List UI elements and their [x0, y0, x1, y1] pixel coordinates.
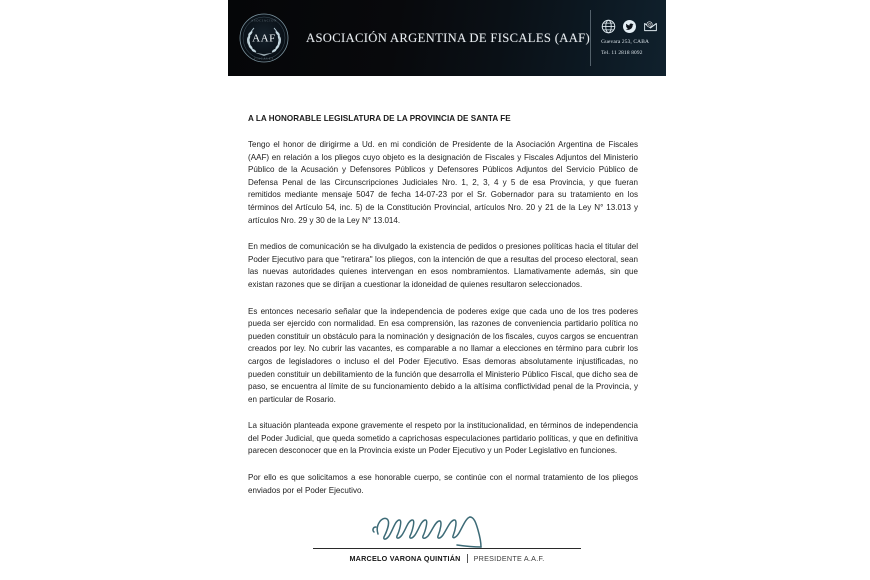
globe-icon[interactable]	[601, 19, 616, 34]
letter-paragraph: Es entonces necesario señalar que la independencia de poderes exige que cada uno de los tres poderes pueda ser ejercido con normalidad. En esa comprensión, las razones de conveniencia partidario política no pueden constituir un obstáculo para la nominación y designación de los fiscales, cuyos cargos se encuentran creados por ley. No cubrir las vacantes, es comparable a no llamar a elecciones en término para cubrir los cargos de legisladores o incluso el del Poder Ejecutivo. Esas demoras absolutamente injustificadas, no pueden constituir un debilitamiento de la función que desarrolla el Ministerio Público Fiscal, que dicho sea de paso, se encuentra al límite de su funcionamiento debido a la altísima conflictividad penal de la Provincia, y en particular de Rosario.	[248, 306, 638, 404]
social-icon-row	[601, 19, 658, 34]
signatory-info	[349, 554, 544, 563]
svg-text:FISCALES: FISCALES	[254, 56, 274, 61]
signature-rule	[313, 548, 581, 549]
letterhead-contact-block	[601, 19, 666, 58]
laurel-wreath-crest-icon	[238, 12, 290, 64]
signatory-separator	[467, 554, 468, 563]
signatory-name: MARCELO VARONA QUINTIÁN	[349, 554, 461, 563]
letterhead-banner	[228, 0, 666, 76]
email-envelope-icon[interactable]	[643, 19, 658, 34]
svg-text:ASOCIACION: ASOCIACION	[250, 18, 278, 23]
letterhead-divider	[590, 10, 591, 66]
organization-name: ASOCIACIÓN ARGENTINA DE FISCALES (AAF)	[306, 30, 591, 45]
letterhead-phone: Tel. 11 2818 8092	[601, 49, 643, 56]
aaf-crest-logo	[238, 12, 290, 64]
letter-paragraph: En medios de comunicación se ha divulgado la existencia de pedidos o presiones políticas hacia el titular del Poder Ejecutivo para que "retirara" los pliegos, con la intención de que a resultas del proceso electoral, sean las nuevas autoridades quienes intervengan en esos nombramientos. Llamativamente además, sin que existan razones que se dirijan a cuestionar la idoneidad de quienes resultaron seleccionados.	[248, 242, 638, 289]
signature-mark	[362, 508, 532, 552]
letter-sheet	[228, 76, 666, 580]
signature-block	[228, 508, 666, 563]
letter-paragraph: Tengo el honor de dirigirme a Ud. en mi condición de Presidente de la Asociación Argentina de Fiscales (AAF) en relación a los pliegos cuyo objeto es la designación de Fiscales y Fiscales Adjuntos del Ministerio Público de la Acusación y Defensores Públicos y Defensores Públicos Adjuntos del Servicio Público de Defensa Penal de las Circunscripciones Judiciales Nro. 1, 2, 3, 4 y 5 de esa Provincia, y que fueran remitidos mediante mensaje 5047 de fecha 14-07-23 por el Sr. Gobernador para su tratamiento en los términos del Artículo 54, inc. 5) de la Constitución Provincial, artículos Nro. 20 y 21 de la Ley N° 13.013 y artículos Nro. 29 y 30 de la Ley N° 13.014.	[248, 140, 638, 225]
letter-paragraph: Por ello es que solicitamos a ese honorable cuerpo, se continúe con el normal tratamiento de los pliegos enviados por el Poder Ejecutivo.	[248, 473, 638, 495]
crest-initials: AAF	[252, 32, 276, 45]
letter-addressee: A LA HONORABLE LEGISLATURA DE LA PROVINCIA DE SANTA FE	[248, 114, 511, 123]
handwritten-signature-icon	[362, 508, 532, 552]
svg-text:@: @	[647, 22, 652, 27]
signatory-role: PRESIDENTE A.A.F.	[473, 554, 545, 563]
twitter-bird-icon[interactable]	[622, 19, 637, 34]
letterhead-address: Guevara 253, CABA	[601, 38, 649, 45]
letter-paragraph: La situación planteada expone gravemente el respeto por la institucionalidad, en términos de independencia del Poder Judicial, que queda sometido a caprichosas especulaciones partidario políticas, y que en definitiva parecen desconocer que en la Provincia existe un Poder Ejecutivo y un Poder Legislativo en funciones.	[248, 421, 638, 456]
